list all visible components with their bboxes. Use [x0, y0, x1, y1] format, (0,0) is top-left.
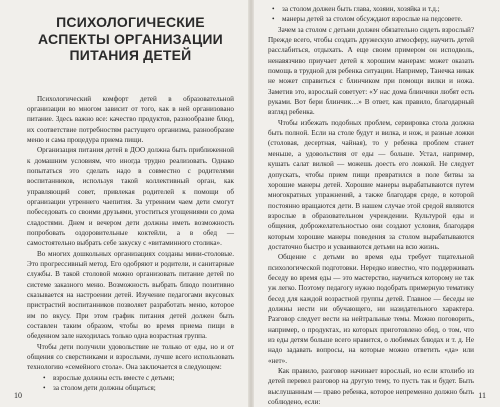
paragraph: Как правило, разговор начинает взрослый, но если ктолибо из детей перевел разговор на другую тему, то пусть так и будет. Быть выслушанным — право ребенка, которое непременно должно быть соблюдено, если:: [268, 367, 474, 407]
paragraph: Организация питания детей в ДОО должна быть приближенной к домашним условиям, что иногда трудно реализовать. Однако попытаться это сделать надо в совместно с родителями воспитанников, используя такой коллективный орган, как управляющий совет, привлекая родителей к помощи об организации утреннего чаепития. За утренним чаем дети смогут побеседовать со своими друзьями, угоститься угощениями со дома сладостями. Днем и вечером дети должны иметь возможность попробовать оздоровительные коктейли, а в обед — самостоятельно выбрать себе закуску с «витаминного столика».: [27, 146, 234, 248]
title-line: ПИТАНИЯ ДЕТЕЙ: [69, 47, 192, 63]
paragraph: Чтобы дети получили удовольствие не только от еды, но и от общения со сверстниками и взрослыми, лучше всего использовать технологию «семейного стола». Она заключается в следующем:: [27, 342, 234, 372]
bullet-list: [268, 4, 474, 25]
bullet-list: [27, 373, 234, 394]
paragraph: Психологический комфорт детей в образовательной организации во многом зависит от того, как в ней организовано питание. Здесь важно все: качество продуктов, разнообразие блюд, их соответствие потребностям растущего организма, разнообразие меню и сама процедура приема пищи.: [27, 94, 234, 144]
bullet-item: • взрослые должны есть вместе с детьми;: [43, 373, 234, 383]
paragraph: Во многих дошкольных организациях созданы мини-столовые. Это прогрессивный метод. Его одобряют и родители, и санитарные службы. В такой столовой можно организовать питание детей по системе заказного меню. Возможность выбрать блюдо позитивно сказывается на настроении детей. Изучение педагогами вкусовых пристрастий воспитанников позволяет разработать меню, которое им по вкусу. При этом график питания детей должен быть составлен таким образом, чтобы во время приема пищи в обеденном зале находилась только одна возрастная группа.: [27, 249, 234, 341]
page-number: 10: [14, 390, 22, 400]
paragraph: Зачем за столом с детьми должен обязательно сидеть взрослый? Прежде всего, чтобы создать дружескую атмосферу, научить детей расслабиться, отдыхать. А еще своим примером он исподволь, ненавязчиво приучает детей к хорошим манерам: может оказать помощь в трудной для ребенка ситуации. Например, Танечка никак не может справиться с блинчиком при помощи вилки и ножа. Заметив это, взрослый советует: «У нас дома блинчики любят есть руками. Вот бери блинчик…» В ответ, как правило, благодарный взгляд ребенка.: [268, 25, 474, 117]
bullet-item: • за столом дети должны общаться;: [43, 383, 234, 393]
title-line: АСПЕКТЫ ОРГАНИЗАЦИИ: [38, 30, 223, 47]
paragraph: Чтобы избежать подобных проблем, сервировка стола должна быть полной. Если на столе будут и вилка, и нож, и разные ложки (столовая, десертная, чайная), то у ребенка проблем станет меньше, а удовольствия от еды — больше. Устал, например, кушать салат вилкой — можешь доесть его ложкой. Не следует допускать, чтобы прием пищи превратился в поле битвы за хорошие манеры детей. Хорошие манеры вырабатываются путем многократных упражнений, а также благодаря среде, в которой постоянно вращаются дети. В нашем случае этой средой являются взрослые в образовательном учреждении. Культурой еды и общения, доброжелательностью они создают условия, благодаря которым хорошие манеры поведения за столом вырабатываются достаточно быстро и усваиваются детьми на всю жизнь.: [268, 118, 474, 251]
title-line: ПСИХОЛОГИЧЕСКИЕ: [56, 14, 205, 30]
chapter-title: [27, 14, 234, 64]
bullet-item: • манеры детей за столом обсуждают взрослые на педсовете.: [272, 14, 474, 24]
left-page: [0, 0, 248, 407]
page-number: 11: [478, 390, 486, 400]
right-page: [254, 0, 500, 407]
paragraph: Общение с детьми во время еды требует тщательной психологической подготовки. Нередко известно, что поддерживать беседу во время еды — это мастерство, научиться которому не так уж легко. Поэтому педагогу нужно подобрать примерную тематику бесед для каждой возрастной группы детей. Главное — беседы не должны нести ни обучающего, ни назидательного характера. Разговор следует вести на нейтральные темы. Можно поговорить, например, о продуктах, из которых приготовлено обед, о том, что из еды детям больше всего нравится, о любимых блюдах и т. д. Не надо задавать вопросы, на которые можно ответить «да» или «нет».: [268, 253, 474, 365]
bullet-item: • за столом должен быть глава, хозяин, хозяйка и т.д.;: [272, 4, 474, 14]
